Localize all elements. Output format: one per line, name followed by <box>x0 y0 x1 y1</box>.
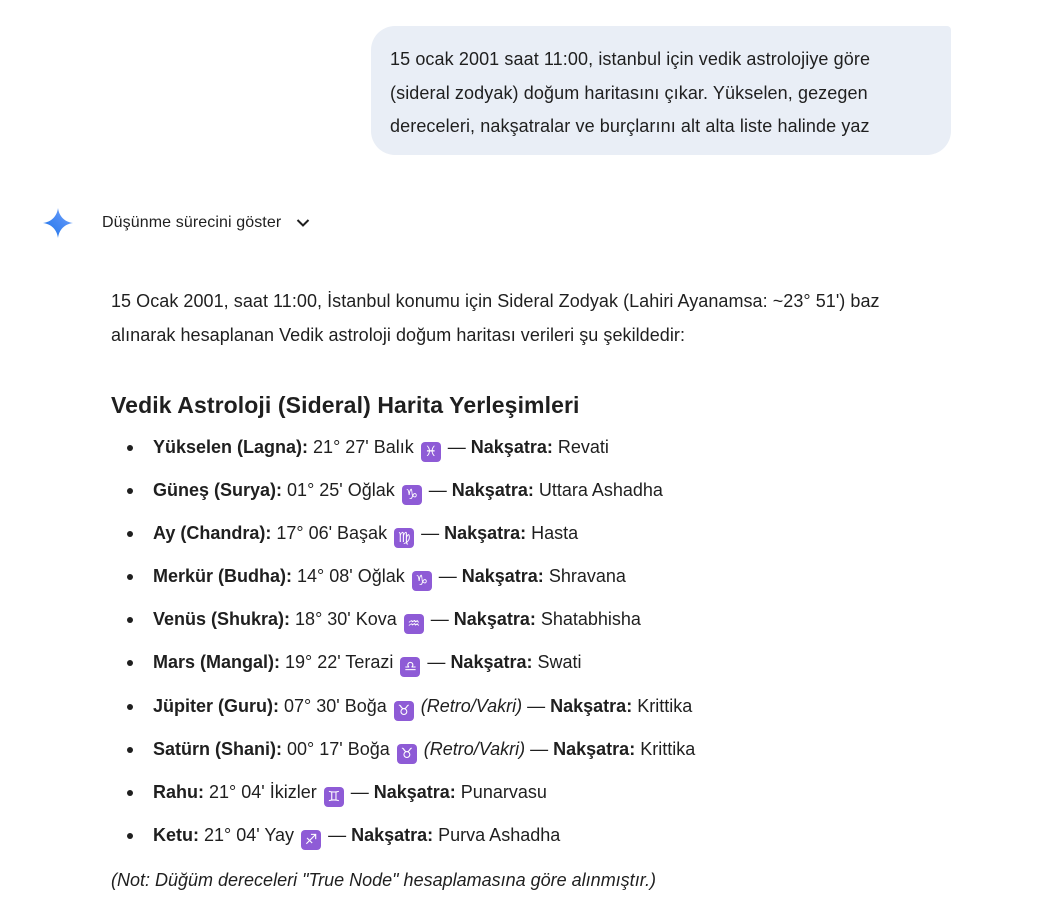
capricorn-icon: ♑ <box>402 485 422 505</box>
list-item <box>111 777 941 820</box>
show-thinking-label: Düşünme sürecini göster <box>102 214 282 231</box>
separator-dash: — <box>433 566 462 587</box>
nakshatra-value: Uttara Ashadha <box>538 480 663 501</box>
list-item <box>111 734 941 777</box>
planet-name: Merkür (Budha): <box>153 566 292 587</box>
user-prompt-line: 15 ocak 2001 saat 11:00, istanbul için vedik astrolojiye göre <box>390 49 871 69</box>
separator-dash: — <box>525 738 554 759</box>
nakshatra-value: Swati <box>537 652 582 673</box>
virgo-icon: ♍ <box>394 528 414 548</box>
pisces-icon: ♓ <box>421 442 441 462</box>
capricorn-icon: ♑ <box>412 571 432 591</box>
planet-name: Yükselen (Lagna): <box>153 437 309 457</box>
chevron-down-icon <box>293 213 313 233</box>
list-item <box>111 518 941 561</box>
list-item <box>111 820 941 863</box>
model-response <box>111 285 941 895</box>
nakshatra-label: Nakşatra: <box>461 566 544 587</box>
planet-name: Güneş (Surya): <box>153 480 283 501</box>
nakshatra-label: Nakşatra: <box>453 609 536 630</box>
nakshatra-label: Nakşatra: <box>373 781 456 802</box>
separator-dash: — <box>425 609 454 630</box>
planet-name: Mars (Mangal): <box>153 652 281 673</box>
separator-dash: — <box>423 480 452 501</box>
taurus-icon: ♉ <box>397 744 417 764</box>
nakshatra-value: Hasta <box>531 523 579 544</box>
planet-position: 21° 04' Yay <box>204 824 295 845</box>
planet-name: Ketu: <box>153 824 199 845</box>
response-intro-line: alınarak hesaplanan Vedik astroloji doğum haritası verileri şu şekildedir: <box>111 324 686 345</box>
gemini-icon: ♊ <box>324 787 344 807</box>
user-prompt-line: dereceleri, nakşatralar ve burçlarını alt alta liste halinde yaz <box>390 116 870 136</box>
planet-position: 18° 30' Kova <box>295 609 397 630</box>
nakshatra-label: Nakşatra: <box>470 437 553 457</box>
list-item <box>111 561 941 604</box>
nakshatra-label: Nakşatra: <box>450 652 533 673</box>
nakshatra-value: Revati <box>557 437 609 457</box>
planet-position: 17° 06' Başak <box>276 523 388 544</box>
section-heading: Vedik Astroloji (Sideral) Harita Yerleşimleri <box>111 392 580 418</box>
response-intro <box>111 285 941 352</box>
nakshatra-label: Nakşatra: <box>451 480 534 501</box>
aquarius-icon: ♒ <box>404 614 424 634</box>
sagittarius-icon: ♐ <box>301 830 321 850</box>
separator-dash: — <box>416 523 445 544</box>
nakshatra-label: Nakşatra: <box>550 695 633 716</box>
planet-name: Jüpiter (Guru): <box>153 695 279 716</box>
planet-position: 14° 08' Oğlak <box>297 566 405 587</box>
nakshatra-value: Purva Ashadha <box>438 824 561 845</box>
show-thinking-toggle[interactable] <box>102 213 313 233</box>
nakshatra-label: Nakşatra: <box>553 738 636 759</box>
separator-dash: — <box>422 652 451 673</box>
retro-label: (Retro/Vakri) <box>420 695 523 716</box>
planet-name: Rahu: <box>153 781 204 802</box>
planet-position: 01° 25' Oğlak <box>287 480 395 501</box>
planet-position: 21° 27' Balık <box>313 437 414 457</box>
separator-dash: — <box>323 824 352 845</box>
list-item <box>111 647 941 690</box>
planet-position: 07° 30' Boğa <box>284 695 387 716</box>
separator-dash: — <box>522 695 551 716</box>
nakshatra-value: Punarvasu <box>460 781 547 802</box>
nakshatra-value: Shravana <box>548 566 626 587</box>
separator-dash: — <box>345 781 374 802</box>
nakshatra-value: Krittika <box>640 738 696 759</box>
list-item <box>111 691 941 734</box>
planet-position: 21° 04' İkizler <box>209 781 317 802</box>
planet-position: 00° 17' Boğa <box>287 738 390 759</box>
thinking-row <box>41 205 313 241</box>
response-intro-line: 15 Ocak 2001, saat 11:00, İstanbul konumu için Sideral Zodyak (Lahiri Ayanamsa: ~23° 51') baz <box>111 291 880 311</box>
planet-name: Venüs (Shukra): <box>153 609 291 630</box>
nakshatra-label: Nakşatra: <box>444 523 527 544</box>
nakshatra-value: Shatabhisha <box>540 609 641 630</box>
list-item <box>111 475 941 518</box>
user-prompt-line: (sideral zodyak) doğum haritasını çıkar. Yükselen, gezegen <box>390 82 868 103</box>
nakshatra-value: Krittika <box>637 695 693 716</box>
planet-list <box>111 432 941 863</box>
retro-label: (Retro/Vakri) <box>423 738 526 759</box>
separator-dash: — <box>442 437 471 457</box>
node-note: (Not: Düğüm dereceleri "True Node" hesaplamasına göre alınmıştır.) <box>111 869 657 890</box>
taurus-icon: ♉ <box>394 701 414 721</box>
nakshatra-label: Nakşatra: <box>351 824 434 845</box>
planet-name: Ay (Chandra): <box>153 523 272 544</box>
libra-icon: ♎ <box>400 657 420 677</box>
list-item <box>111 604 941 647</box>
user-prompt-bubble <box>371 26 951 155</box>
planet-name: Satürn (Shani): <box>153 738 282 759</box>
list-item <box>111 432 941 475</box>
gemini-spark-icon <box>41 206 75 240</box>
planet-position: 19° 22' Terazi <box>285 652 394 673</box>
